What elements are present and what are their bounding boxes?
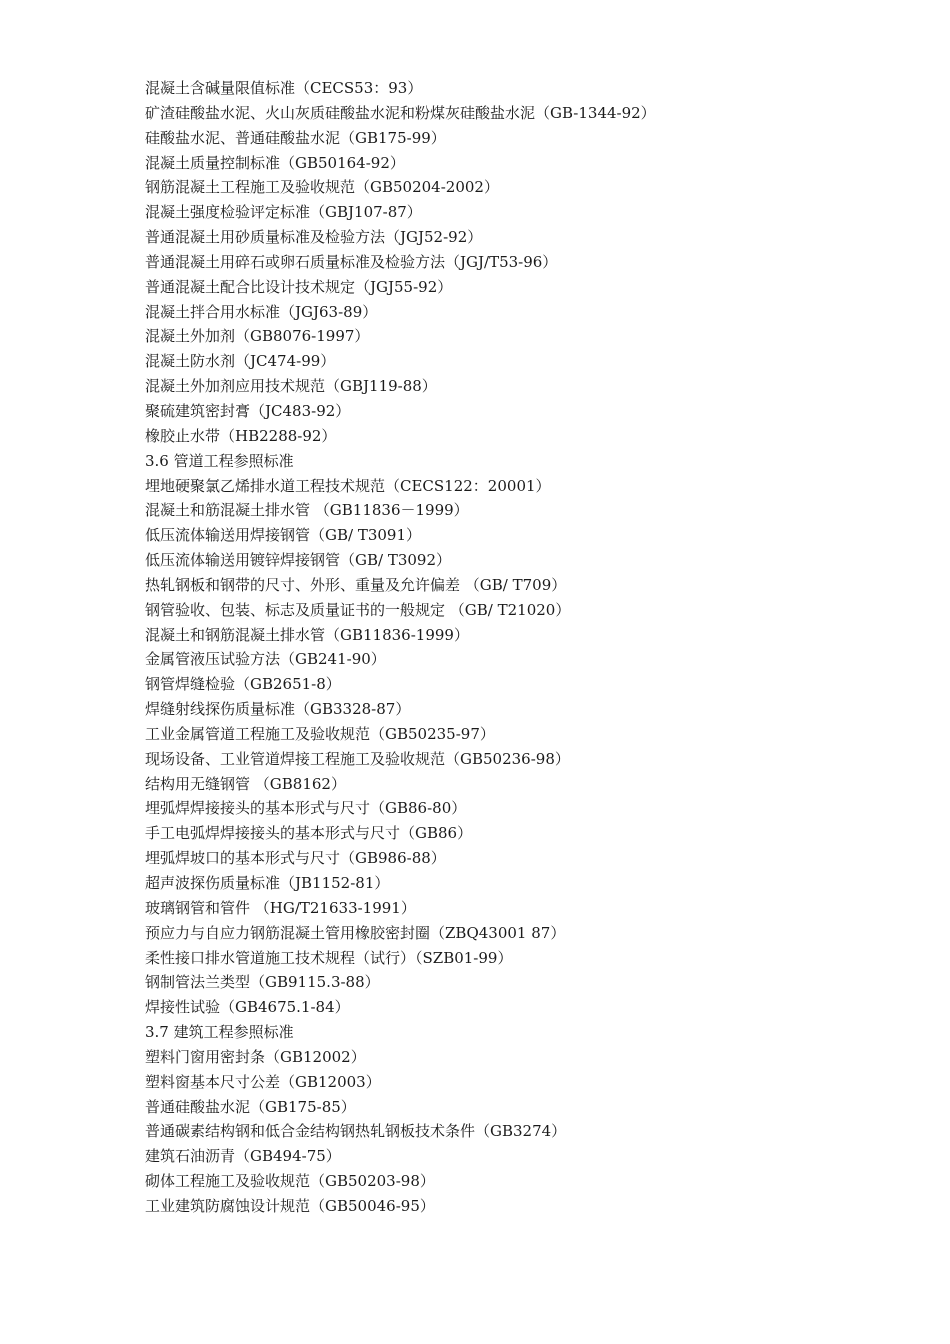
- standard-item: 混凝土和钢筋混凝土排水管（GB11836-1999）: [145, 625, 469, 644]
- standard-item: 硅酸盐水泥、普通硅酸盐水泥（GB175-99）: [145, 128, 446, 147]
- standard-item: 普通混凝土用砂质量标准及检验方法（JGJ52-92）: [145, 228, 483, 247]
- standard-item: 混凝土外加剂（GB8076-1997）: [145, 327, 370, 346]
- standard-item: 矿渣硅酸盐水泥、火山灰质硅酸盐水泥和粉煤灰硅酸盐水泥（GB-1344-92）: [145, 103, 656, 122]
- standard-item: 工业金属管道工程施工及验收规范（GB50235-97）: [145, 724, 495, 743]
- standard-item: 混凝土含碱量限值标准（CECS53：93）: [145, 79, 423, 97]
- standard-item: 低压流体输送用焊接钢管（GB/ T3091）: [145, 526, 422, 545]
- standard-item: 预应力与自应力钢筋混凝土管用橡胶密封圈（ZBQ43001 87）: [145, 923, 566, 942]
- standard-item: 塑料窗基本尺寸公差（GB12003）: [145, 1072, 381, 1091]
- standard-item: 砌体工程施工及验收规范（GB50203-98）: [145, 1172, 435, 1191]
- standard-item: 建筑石油沥青（GB494-75）: [145, 1147, 341, 1166]
- standard-item: 塑料门窗用密封条（GB12002）: [145, 1047, 366, 1066]
- standard-item: 低压流体输送用镀锌焊接钢管（GB/ T3092）: [145, 551, 452, 570]
- standard-item: 混凝土和筋混凝土排水管 （GB11836－1999）: [145, 501, 469, 520]
- standard-item: 钢筋混凝土工程施工及验收规范（GB50204-2002）: [145, 178, 499, 197]
- section-heading: 3.6 管道工程参照标准: [145, 451, 294, 470]
- standard-item: 现场设备、工业管道焊接工程施工及验收规范（GB50236-98）: [145, 749, 570, 768]
- standard-item: 普通碳素结构钢和低合金结构钢热轧钢板技术条件（GB3274）: [145, 1122, 567, 1141]
- standard-item: 埋地硬聚氯乙烯排水道工程技术规范（CECS122：20001）: [145, 476, 551, 495]
- standard-item: 埋弧焊坡口的基本形式与尺寸（GB986-88）: [145, 849, 446, 868]
- standard-item: 钢制管法兰类型（GB9115.3-88）: [145, 973, 380, 992]
- standard-item: 聚硫建筑密封膏（JC483-92）: [145, 401, 351, 420]
- standard-item: 焊缝射线探伤质量标准（GB3328-87）: [145, 700, 411, 719]
- standard-item: 柔性接口排水管道施工技术规程（试行）（SZB01-99）: [145, 948, 513, 967]
- standard-item: 结构用无缝钢管 （GB8162）: [145, 774, 346, 793]
- standard-item: 钢管焊缝检验（GB2651-8）: [145, 675, 341, 694]
- standard-item: 混凝土外加剂应用技术规范（GBJ119-88）: [145, 377, 437, 396]
- standard-item: 工业建筑防腐蚀设计规范（GB50046-95）: [145, 1196, 435, 1215]
- standard-item: 混凝土防水剂（JC474-99）: [145, 352, 336, 371]
- standard-item: 金属管液压试验方法（GB241-90）: [145, 650, 386, 669]
- standard-item: 超声波探伤质量标准（JB1152-81）: [145, 874, 390, 892]
- standard-item: 混凝土质量控制标准（GB50164-92）: [145, 153, 405, 172]
- standard-item: 混凝土强度检验评定标准（GBJ107-87）: [145, 203, 422, 222]
- standard-item: 玻璃钢管和管件 （HG/T21633-1991）: [145, 898, 416, 917]
- standard-item: 钢管验收、包装、标志及质量证书的一般规定 （GB/ T21020）: [145, 600, 571, 619]
- standard-item: 热轧钢板和钢带的尺寸、外形、重量及允许偏差 （GB/ T709）: [145, 575, 567, 594]
- standards-list: [145, 76, 905, 1219]
- section-heading: 3.7 建筑工程参照标准: [145, 1023, 294, 1042]
- standard-item: 橡胶止水带（HB2288-92）: [145, 426, 337, 445]
- standard-item: 混凝土拌合用水标准（JGJ63-89）: [145, 302, 378, 321]
- standard-item: 埋弧焊焊接接头的基本形式与尺寸（GB86-80）: [145, 799, 467, 818]
- standard-item: 普通硅酸盐水泥（GB175-85）: [145, 1097, 356, 1116]
- standard-item: 手工电弧焊焊接接头的基本形式与尺寸（GB86）: [145, 824, 473, 843]
- standard-item: 普通混凝土配合比设计技术规定（JGJ55-92）: [145, 277, 453, 296]
- standard-item: 焊接性试验（GB4675.1-84）: [145, 998, 350, 1017]
- standard-item: 普通混凝土用碎石或卵石质量标准及检验方法（JGJ/T53-96）: [145, 252, 558, 271]
